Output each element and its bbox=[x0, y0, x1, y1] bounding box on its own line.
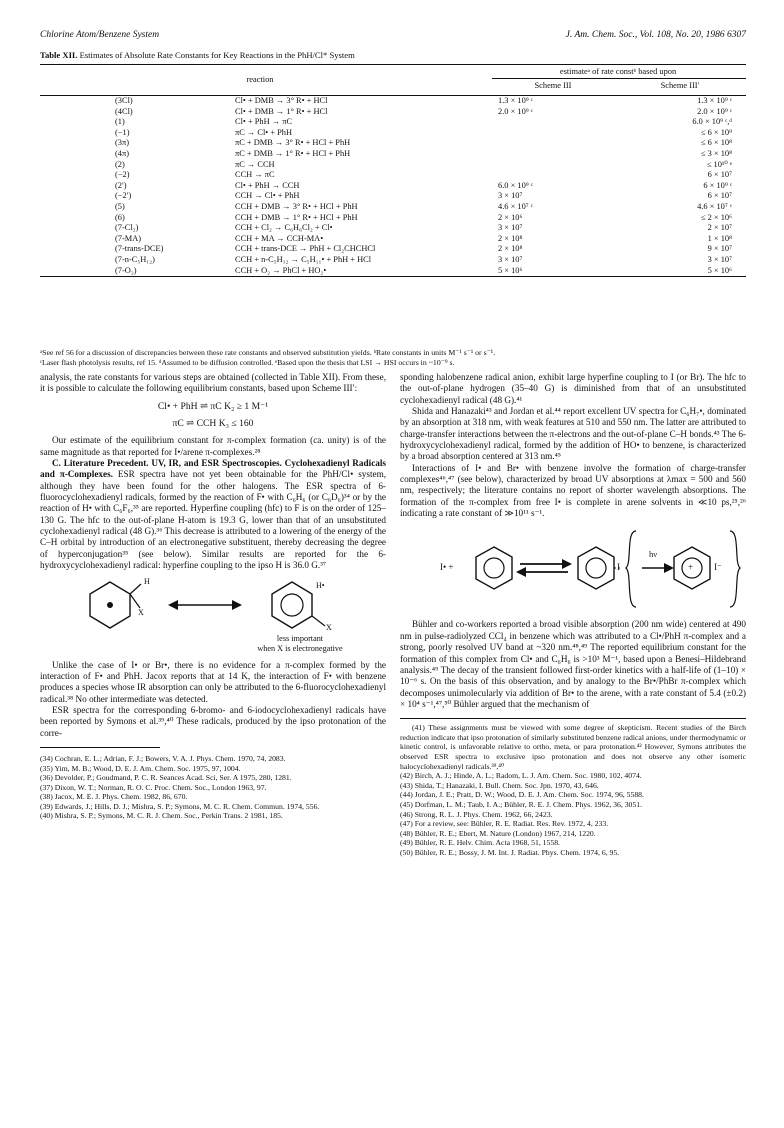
table-row bbox=[40, 244, 746, 255]
left-references bbox=[40, 754, 386, 821]
reference-entry: (46) Strong, R. L. J. Phys. Chem. 1962, 66, 2423. bbox=[400, 809, 553, 819]
section-heading: C. Literature Precedent. UV, IR, and ESR Spectroscopies. Cyclohexadienyl Radicals and π-Complexes. bbox=[40, 458, 386, 480]
right-column bbox=[400, 372, 746, 858]
header-journal-citation: J. Am. Chem. Soc., Vol. 108, No. 20, 1986 6307 bbox=[565, 30, 746, 40]
fig-caption-line-2: when X is electronegative bbox=[257, 643, 343, 653]
scheme-iii-prime-value: 2 × 10⁷ bbox=[707, 223, 732, 233]
scheme-iii-prime-value: 9 × 10⁷ bbox=[707, 244, 732, 254]
left-paragraph-3-text: ESR spectra have not yet been obtainable for the PhH/Cl• system, although they have been found for the other halogens. The ESR spectra of 6-fluorocyclohexadienyl radicals, formed by the reaction of F• with C₆H₆ (or C₆D₆)³⁴ or by the reaction of H• with C₆F₆,³⁵ are reported. Hyperfine coupling (hfc) to F is on the order of 125–130 G. The hfc to the out-of-plane H-atom is 19.3 G, lower than that of an unsubstituted cyclohexadienyl radical (48 G).³⁶ This decrease is attributed to a lowering of the energy of the C–H orbital by introduction of an electronegative substituent, thereby decreasing the degree of hyperconjugation³⁵ (see below). Similar results are reported for the 6-hydroxycyclohexadienyl radical: hyperfine coupling to the ipso H is 36.0 G.³⁷ bbox=[40, 469, 387, 571]
right-paragraph-3: Interactions of I• and Br• with benzene involve the formation of charge-transfer complexes⁴⁶,⁴⁷ (see below), characterized by broad UV absorptions at λmax = 500 and 560 nm, respectively; the literature contains no report of shorter wavelength absorptions. The formation of the π-complex from free I• is complete in arene solvents in ≪10 ps,²⁵,²⁶ indicating a rate constant of ≫10¹¹ s⁻¹. bbox=[400, 462, 746, 519]
scheme-iii-prime-value: ≤ 6 × 10⁸ bbox=[700, 138, 732, 148]
reaction-equation: Cl• + DMB → 3° R• + HCl bbox=[235, 96, 328, 105]
table-body bbox=[40, 96, 746, 276]
group-header: estimateᵃ of rate constᵇ based upon bbox=[559, 67, 677, 76]
scheme-iii-prime-value: 6 × 10⁹ ᶜ bbox=[703, 180, 732, 190]
table-footnote-2: ᶜLaser flash photolysis results, ref 15. ᵈAssumed to be diffusion controlled. ᵉBased upon the thesis that LSI → HSI occurs in ~10⁻⁹ s. bbox=[40, 358, 455, 367]
left-paragraph-1: analysis, the rate constants for various steps are obtained (collected in Table XII). From these, it is possible to calculate the following equilibrium constants, based upon Scheme III′: bbox=[40, 372, 386, 394]
fig-caption-line-1: less important bbox=[276, 633, 324, 643]
table-row bbox=[40, 107, 746, 118]
reaction-equation: CCH + n-C₅H₁₂ → C₅H₁₁• + PhH + HCl bbox=[235, 254, 372, 264]
reaction-id: (5) bbox=[115, 201, 125, 211]
table-title: Estimates of Absolute Rate Constants for Key Reactions in the PhH/Cl* System bbox=[79, 50, 355, 60]
scheme-hv-label: hν bbox=[649, 549, 658, 560]
left-footnote-rule bbox=[40, 747, 160, 748]
reaction-equation: CCH → πC bbox=[235, 170, 275, 180]
col-header-scheme-iii-prime: Scheme III′ bbox=[660, 81, 700, 90]
left-paragraph-5: ESR spectra for the corresponding 6-bromo- and 6-iodocyclohexadienyl radicals have been reported by Symons et al.³⁹,⁴⁰ These radicals, produced by the ipso protonation of the corre- bbox=[40, 704, 386, 738]
reaction-id: (−2′) bbox=[115, 191, 132, 201]
table-number: Table XII. bbox=[40, 50, 78, 60]
equilibrium-arrows bbox=[516, 559, 572, 577]
reference-entry: (36) Devolder, P.; Goudmand, P. C. R. Seances Acad. Sci, Ser. A 1975, 280, 1281. bbox=[40, 773, 292, 783]
reaction-id: (7-n-C₅H₁₂) bbox=[115, 254, 155, 264]
scheme-iodide: I⁻ bbox=[714, 562, 722, 573]
reaction-equation: πC + DMB → 1° R• + HCl + PhH bbox=[235, 148, 351, 158]
table-row bbox=[40, 170, 746, 181]
scheme-iii-prime-value: 6 × 10⁷ bbox=[707, 170, 732, 180]
scheme-iii-prime-value: 6.0 × 10⁹ ᶜ,ᵈ bbox=[692, 117, 732, 127]
reaction-id: (7-Cl₂) bbox=[115, 223, 139, 233]
scheme-iii-value: 2.0 × 10⁹ ᶜ bbox=[498, 106, 533, 116]
reference-entry: (37) Dixon, W. T.; Norman, R. O. C. Proc. Chem. Soc., London 1963, 97. bbox=[40, 782, 267, 792]
reference-entry: (34) Cochran, E. L.; Adrian, F. J.; Bowers, V. A. J. Phys. Chem. 1970, 74, 2083. bbox=[40, 753, 286, 763]
scheme-iii-value: 3 × 10⁷ bbox=[498, 191, 523, 201]
table-row bbox=[40, 234, 746, 245]
scheme-iii-value: 1.3 × 10⁹ ᶜ bbox=[498, 96, 533, 105]
scheme-iii-value: 2 × 10⁸ bbox=[498, 233, 523, 243]
scheme-iii-value: 5 × 10⁶ bbox=[498, 265, 523, 275]
reference-entry: (35) Yim, M. B.; Wood, D. E. J. Am. Chem. Soc. 1975, 97, 1004. bbox=[40, 763, 241, 773]
table-row bbox=[40, 223, 746, 234]
scheme-iii-prime-value: 3 × 10⁷ bbox=[707, 254, 732, 264]
table-row bbox=[40, 202, 746, 213]
table-row bbox=[40, 96, 746, 107]
left-paragraph-2: Our estimate of the equilibrium constant for π-complex formation (ca. unity) is of the same magnitude as that reported for I•/arene π-complexes.²⁸ bbox=[40, 435, 386, 457]
hv-arrow bbox=[642, 563, 674, 573]
reference-entry: (38) Jacox, M. E. J. Phys. Chem. 1982, 86, 670. bbox=[40, 792, 188, 802]
reference-entry: (50) Bühler, R. E.; Bossy, J. M. Int. J. Radiat. Phys. Chem. 1974, 6, 95. bbox=[400, 847, 620, 857]
reaction-equation: CCH + O₂ → PhCl + HO₂• bbox=[235, 265, 327, 275]
reaction-id: (2) bbox=[115, 159, 125, 169]
resonance-structures-drawing bbox=[40, 572, 386, 632]
fig-label-h: H bbox=[144, 576, 150, 586]
reaction-equation: πC → Cl• + PhH bbox=[235, 127, 293, 137]
scheme-iii-prime-value: 1.3 × 10⁹ ᶜ bbox=[697, 96, 732, 105]
header-section-title: Chlorine Atom/Benzene System bbox=[40, 30, 160, 40]
brace-left bbox=[626, 531, 636, 607]
reaction-equation: CCH + MA → CCH-MA• bbox=[235, 233, 324, 243]
table-row bbox=[40, 266, 746, 277]
reaction-id: (4Cl) bbox=[115, 106, 133, 116]
scheme-iii-prime-value: ≤ 10¹⁰ ᵉ bbox=[706, 159, 732, 169]
scheme-iii-value: 2 × 10⁸ bbox=[498, 244, 523, 254]
reference-entry: (48) Bühler, R. E.; Ebert, M. Nature (London) 1967, 214, 1220. bbox=[400, 828, 596, 838]
reaction-equation: Cl• + PhH → CCH bbox=[235, 180, 300, 190]
table-row bbox=[40, 149, 746, 160]
table-row bbox=[40, 117, 746, 128]
table-row bbox=[40, 213, 746, 224]
reaction-id: (−2) bbox=[115, 170, 130, 180]
reaction-equation: CCH → Cl• + PhH bbox=[235, 191, 300, 201]
scheme-iii-value: 2 × 10⁶ bbox=[498, 212, 523, 222]
brace-right bbox=[730, 531, 740, 607]
fig-caption bbox=[240, 634, 360, 654]
reaction-id: (6) bbox=[115, 212, 125, 222]
scheme-iii-prime-value: 4.6 × 10⁷ ᶜ bbox=[697, 201, 732, 211]
table-row bbox=[40, 138, 746, 149]
cyclohexadienyl-structure-left bbox=[90, 582, 141, 628]
group-header-rule bbox=[492, 78, 746, 79]
reaction-equation: Cl• + PhH → πC bbox=[235, 117, 293, 127]
reaction-id: (7-O₂) bbox=[115, 265, 137, 275]
reaction-id: (3Cl) bbox=[115, 96, 133, 105]
reaction-equation: πC → CCH bbox=[235, 159, 275, 169]
table-row bbox=[40, 191, 746, 202]
charge-transfer-scheme bbox=[400, 523, 746, 615]
scheme-iii-prime-value: ≤ 3 × 10⁸ bbox=[700, 148, 732, 158]
table-column-header-row bbox=[40, 75, 746, 95]
reaction-equation: πC + DMB → 3° R• + HCl + PhH bbox=[235, 138, 351, 148]
reaction-id: (7-MA) bbox=[115, 233, 142, 243]
resonance-arrow bbox=[168, 600, 242, 610]
left-paragraph-4: Unlike the case of I• or Br•, there is no evidence for a π-complex formed by the interaction of F• and PhH. Jacox reports that at 14 K, the interaction of F• with benzene produces a species whose IR absorption can only be attributed to the 6-fluorocyclohexadienyl radical.³⁸ No other intermediate was detected. bbox=[40, 659, 386, 704]
benzene-ring-2 bbox=[578, 547, 622, 589]
reaction-id: (3π) bbox=[115, 138, 129, 148]
reference-entry: (42) Birch, A. J.; Hinde, A. L.; Radom, L. J. Am. Chem. Soc. 1980, 102, 4074. bbox=[400, 771, 642, 781]
scheme-iii-value: 3 × 10⁷ bbox=[498, 223, 523, 233]
reaction-equation: Cl• + DMB → 1° R• + HCl bbox=[235, 106, 328, 116]
scheme-iodine-complex: I bbox=[617, 562, 620, 573]
reaction-id: (2′) bbox=[115, 180, 127, 190]
reaction-equation: CCH + DMB → 3° R• + HCl + PhH bbox=[235, 201, 358, 211]
fig-label-x-left: X bbox=[138, 607, 144, 617]
table-footnotes bbox=[40, 348, 746, 368]
equilibrium-equation-1: Cl• + PhH ⇌ πC K₂ ≥ 1 M⁻¹ bbox=[157, 400, 269, 412]
left-paragraph-3 bbox=[40, 458, 386, 571]
scheme-iii-prime-value: 1 × 10⁸ bbox=[707, 233, 732, 243]
table-row bbox=[40, 128, 746, 139]
right-paragraph-2: Shida and Hanazaki⁴³ and Jordan et al.⁴⁴ report excellent UV spectra for C₆H₇•, dominated by an absorption at 318 nm, with weak features at 510 and 550 nm. The latter are attributed to charge-transfer interactions between the π-electrons and the out-of-plane C–H bonds.⁴³ The 6-hydroxycyclohexadienyl radical, formed by the addition of HO• to benzene, is characterized by a broad absorption centered at 313 nm.⁴⁵ bbox=[400, 406, 746, 462]
scheme-iii-prime-value: ≤ 6 × 10⁹ bbox=[700, 127, 732, 137]
scheme-iii-prime-value: 6 × 10⁷ bbox=[707, 191, 732, 201]
reaction-id: (4π) bbox=[115, 148, 129, 158]
table-footnote-1: ᵃSee ref 56 for a discussion of discrepancies between these rate constants and observed substitution yields. ᵇRate constants in units M⁻¹ s⁻¹ or s⁻¹. bbox=[40, 348, 496, 357]
benzene-ring-1 bbox=[476, 547, 512, 589]
table-caption bbox=[40, 50, 746, 60]
left-column bbox=[40, 372, 386, 821]
running-header bbox=[40, 30, 746, 44]
table-row bbox=[40, 181, 746, 192]
scheme-iii-prime-value: 2.0 × 10⁹ ᶜ bbox=[697, 106, 732, 116]
scheme-iii-value: 6.0 × 10⁹ ᶜ bbox=[498, 180, 533, 190]
scheme-iii-value: 4.6 × 10⁷ ᶜ bbox=[498, 201, 533, 211]
table-bottom-rule bbox=[40, 276, 746, 277]
fig-label-h-radical: H• bbox=[316, 580, 325, 590]
rate-constant-table bbox=[40, 64, 746, 277]
right-references bbox=[400, 771, 746, 857]
reference-entry: (44) Jordan, J. E.; Pratt, D. W.; Wood, D. E. J. Am. Chem. Soc. 1974, 96, 5588. bbox=[400, 790, 644, 800]
col-header-scheme-iii: Scheme III bbox=[534, 81, 572, 90]
reaction-equation: CCH + DMB → 1° R• + HCl + PhH bbox=[235, 212, 358, 222]
scheme-iii-prime-value: ≤ 2 × 10⁶ bbox=[700, 212, 732, 222]
footnote-41: (41) These assignments must be viewed with some degree of skepticism. Recent studies of the Birch reduction indicate that ipso protonation of similarly substituted benzene radical anions, under thermodynamic or kinetic control, is unfavorable relative to ortho, meta, or para protonation.⁴² However, Symons attributes the observed ESR spectra to exclusive ipso protonation and does not observe any other isomeric halocyclohexadienyl radicals.³⁹,⁴⁰ bbox=[400, 723, 746, 771]
reaction-equation: CCH + trans-DCE → PhH + Cl₂CHCHCl bbox=[235, 244, 376, 254]
reference-entry: (45) Dorfman, L. M.; Taub, I. A.; Bühler, R. E. J. Chem. Phys. 1962, 36, 3051. bbox=[400, 799, 643, 809]
reference-entry: (43) Shida, T.; Hanazaki, I. Bull. Chem. Soc. Jpn. 1970, 43, 646. bbox=[400, 780, 599, 790]
reaction-equation: CCH + Cl₂ → C₆H₆Cl₂ + Cl• bbox=[235, 223, 333, 233]
reaction-id: (−1) bbox=[115, 127, 130, 137]
scheme-iii-prime-value: 5 × 10⁶ bbox=[707, 265, 732, 275]
resonance-figure bbox=[40, 572, 386, 660]
fig-label-x-right: X bbox=[326, 622, 332, 632]
reaction-id: (1) bbox=[115, 117, 125, 127]
right-paragraph-1: sponding halobenzene radical anion, exhibit large hyperfine coupling to I (or Br). The hfc to the out-of-plane hydrogen (35–40 G) is diminished from that of an unsubstituted cyclohexadienyl radical (48 G).⁴¹ bbox=[400, 372, 746, 405]
right-footnote-rule bbox=[400, 718, 746, 719]
reaction-id: (7-trans-DCE) bbox=[115, 244, 164, 254]
reference-entry: (49) Bühler, R. E. Helv. Chim. Acta 1968, 51, 1558. bbox=[400, 838, 560, 848]
reference-entry: (47) For a review, see: Bühler, R. E. Radiat. Res. Rev. 1972, 4, 233. bbox=[400, 819, 609, 829]
reference-entry: (40) Mishra, S. P.; Symons, M. C. R. J. Chem. Soc., Perkin Trans. 2 1981, 185. bbox=[40, 811, 283, 821]
scheme-iii-value: 3 × 10⁷ bbox=[498, 254, 523, 264]
equilibrium-equation-2: πC ⇌ CCH K₃ ≤ 160 bbox=[172, 418, 254, 430]
right-paragraph-4: Bühler and co-workers reported a broad visible absorption (200 nm wide) centered at 490 nm in pulse-radiolyzed CCl₄ in benzene which was attributed to a Cl•/PhH π-complex and a strong, poorly resolved UV band at ~320 nm.⁴⁸,⁴⁹ The reported equilibrium constant for the formation of this complex from Cl• and C₆H₆ is >10³ M⁻¹, based upon a Benesi–Hildebrand analysis.⁴⁹ The decay of the transient followed first-order kinetics with a half-life of (1–10) × 10⁻⁶ s. On the basis of this observation, and by analogy to the Br•/PhBr π-complex which decomposes unimolecularly via addition of Br• to the arene, with a rate constant of 5.4 (±0.2) × 10⁴ s⁻¹,⁴⁷,⁵⁰ Bühler argued that the mechanism of bbox=[400, 619, 746, 709]
table-row bbox=[40, 255, 746, 266]
scheme-iodine-atom: I• + bbox=[440, 562, 454, 573]
col-header-reaction: reaction bbox=[246, 75, 274, 84]
scheme-plus-sign: + bbox=[688, 562, 694, 573]
reference-entry: (39) Edwards, J.; Hills, D. J.; Mishra, S. P.; Symons, M. C. R. Chem. Commun. 1974, 556. bbox=[40, 801, 320, 811]
table-row bbox=[40, 160, 746, 171]
